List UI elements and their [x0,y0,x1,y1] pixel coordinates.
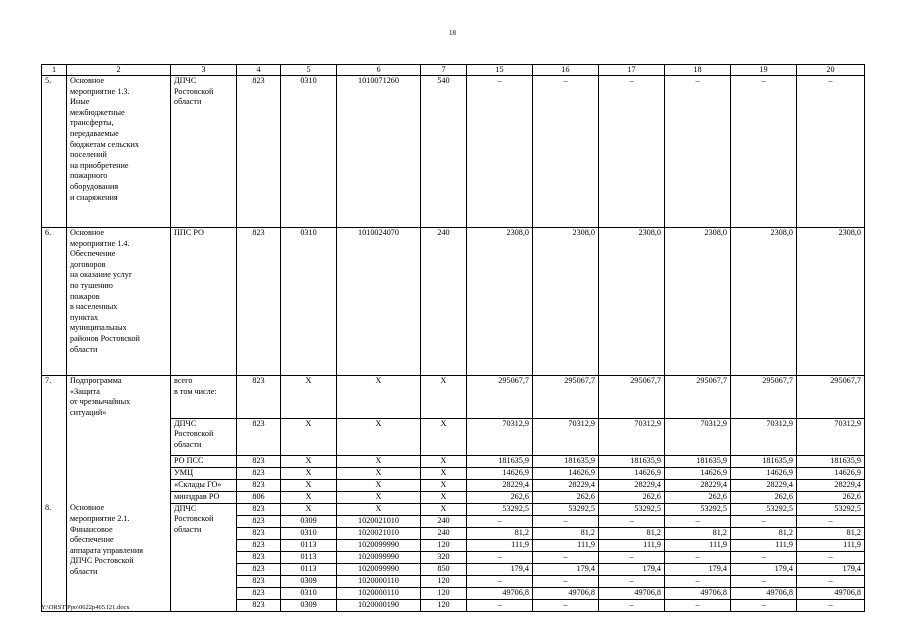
row-number [42,491,67,503]
cell-value: 295067,7 [665,376,731,419]
cell-value: 53292,5 [665,503,731,515]
cell-value: 81,2 [665,527,731,539]
text-line: всего [174,376,193,385]
text-line: мероприятие 1.3. [70,86,130,96]
cell-value: – [665,515,731,527]
cell-value: 28229,4 [533,479,599,491]
cell-value: 53292,5 [467,503,533,515]
text-line: пожарного [70,171,108,181]
cell-value: – [467,551,533,563]
cell-value: 81,2 [731,527,797,539]
executor [171,539,237,551]
cell-value: – [599,76,665,228]
text-line: межбюджетные [70,107,125,117]
cell-grbs: 823 [237,479,281,491]
cell-value: – [797,551,865,563]
cell-csr: Х [337,418,421,455]
col-header: 4 [237,65,281,76]
row-number [42,527,67,539]
text-line: Основное [70,503,105,513]
cell-value: 295067,7 [533,376,599,419]
cell-value: – [467,575,533,587]
cell-rzpr: 0310 [281,587,337,599]
text-line: Обеспечение [70,249,116,259]
cell-value: 111,9 [731,539,797,551]
cell-grbs: 823 [237,418,281,455]
cell-rzpr: Х [281,418,337,455]
cell-csr: 1020000190 [337,599,421,611]
text-line: области [70,344,98,354]
table-row [42,76,865,228]
cell-vr: 320 [421,551,467,563]
text-line: области [174,97,202,107]
cell-value: – [533,76,599,228]
cell-value: – [599,575,665,587]
cell-value: 70312,9 [599,418,665,455]
cell-value: 28229,4 [665,479,731,491]
cell-value: 179,4 [467,563,533,575]
row-number [42,587,67,599]
cell-value: 111,9 [599,539,665,551]
cell-value: – [797,76,865,228]
cell-value: 81,2 [467,527,533,539]
cell-csr: 1010071260 [337,76,421,228]
cell-value: – [599,515,665,527]
col-header: 5 [281,65,337,76]
column-number-row [42,65,865,76]
executor [171,76,237,228]
activity-name-text [70,376,167,418]
cell-rzpr: 0310 [281,527,337,539]
cell-rzpr: Х [281,479,337,491]
cell-value: 14626,9 [533,467,599,479]
executor-text [174,504,234,536]
text-line: Ростовской [174,429,214,439]
activity-name [67,228,171,376]
row-number [42,515,67,527]
cell-value: 28229,4 [467,479,533,491]
cell-value: 53292,5 [599,503,665,515]
col-header: 1 [42,65,67,76]
cell-rzpr: Х [281,467,337,479]
cell-value: 49706,8 [599,587,665,599]
text-line: по тушению [70,280,113,290]
cell-rzpr: 0309 [281,515,337,527]
cell-grbs: 806 [237,491,281,503]
table-row [42,376,865,419]
cell-csr: Х [337,491,421,503]
table-row [42,599,865,611]
cell-value: 262,6 [533,491,599,503]
cell-value: 179,4 [731,563,797,575]
cell-vr: Х [421,376,467,419]
text-line: Иные [70,97,90,107]
row-number [42,418,67,455]
text-line: муниципальных [70,323,127,333]
cell-value: 49706,8 [533,587,599,599]
activity-name [67,587,171,599]
cell-value: – [665,551,731,563]
cell-vr: Х [421,503,467,515]
executor [171,599,237,611]
cell-vr: 240 [421,527,467,539]
cell-value: 14626,9 [467,467,533,479]
cell-grbs: 823 [237,551,281,563]
text-line: ДПЧС Ростовской [70,556,134,566]
cell-csr: Х [337,467,421,479]
col-header: 20 [797,65,865,76]
text-line: минздрав РО [174,491,220,501]
table-row [42,503,865,515]
cell-value: 295067,7 [467,376,533,419]
cell-csr: Х [337,503,421,515]
table-row [42,491,865,503]
cell-value: 2308,0 [533,228,599,376]
text-line: договоров [70,259,106,269]
table-row [42,228,865,376]
table-row [42,418,865,455]
row-number [42,455,67,467]
row-number: 5. [42,76,67,228]
cell-value: 70312,9 [731,418,797,455]
text-line: на оказание услуг [70,270,133,280]
row-number [42,575,67,587]
text-line: Ростовской [174,514,214,524]
text-line: УМЦ [174,467,193,477]
text-line: РО ПСС [174,455,204,465]
cell-vr: 240 [421,228,467,376]
text-line: Ростовской [174,86,214,96]
cell-value: 2308,0 [599,228,665,376]
activity-name [67,376,171,419]
cell-value: – [467,599,533,611]
cell-value: 111,9 [665,539,731,551]
text-line: районов Ростовской [70,333,140,343]
cell-value: – [665,575,731,587]
cell-vr: Х [421,455,467,467]
cell-value: – [599,551,665,563]
text-line: от чрезвычайных [70,397,131,407]
cell-grbs: 823 [237,563,281,575]
cell-vr: 120 [421,539,467,551]
table-row [42,587,865,599]
cell-csr: 1020000110 [337,575,421,587]
col-header: 7 [421,65,467,76]
text-line: ДПЧС [174,76,197,85]
text-line: бюджетам сельских [70,139,140,149]
cell-value: 262,6 [665,491,731,503]
row-number: 8. [42,503,67,515]
activity-name [67,467,171,479]
cell-value: 181635,9 [599,455,665,467]
col-header: 15 [467,65,533,76]
executor [171,479,237,491]
cell-csr: 1020099990 [337,539,421,551]
cell-csr: 1020000110 [337,587,421,599]
text-line: на приобретение [70,160,129,170]
subprogram-block [42,376,865,504]
cell-grbs: 823 [237,575,281,587]
cell-rzpr: Х [281,503,337,515]
cell-grbs: 823 [237,515,281,527]
text-line: обеспечение [70,535,114,545]
text-line: мероприятие 2.1. [70,513,130,523]
cell-rzpr: 0113 [281,551,337,563]
cell-value: 262,6 [731,491,797,503]
text-line: «Склады ГО» [174,479,222,489]
executor-text [174,76,233,108]
cell-rzpr: 0309 [281,599,337,611]
cell-value: 111,9 [797,539,865,551]
col-header: 16 [533,65,599,76]
cell-value: 295067,7 [731,376,797,419]
cell-value: 181635,9 [467,455,533,467]
cell-value: 111,9 [467,539,533,551]
cell-value: 181635,9 [533,455,599,467]
executor [171,587,237,599]
cell-value: 28229,4 [797,479,865,491]
text-line: аппарата управления [70,545,144,555]
cell-value: 53292,5 [533,503,599,515]
text-line: Финансовое [70,524,113,534]
cell-value: – [599,599,665,611]
text-line: пожаров [70,291,100,301]
cell-value: – [731,515,797,527]
cell-value: – [665,76,731,228]
activity-name [67,418,171,455]
cell-value: 2308,0 [797,228,865,376]
text-line: области [70,566,98,576]
cell-value: 179,4 [665,563,731,575]
cell-value: 14626,9 [599,467,665,479]
col-header: 3 [171,65,237,76]
text-line: мероприятие 1.4. [70,238,130,248]
cell-grbs: 823 [237,228,281,376]
col-header: 17 [599,65,665,76]
cell-value: – [731,599,797,611]
cell-value: 262,6 [467,491,533,503]
cell-grbs: 823 [237,599,281,611]
cell-csr: 1020021010 [337,527,421,539]
executor [171,418,237,455]
cell-value: 295067,7 [599,376,665,419]
cell-vr: 120 [421,599,467,611]
cell-value: 181635,9 [665,455,731,467]
cell-vr: 540 [421,76,467,228]
cell-grbs: 823 [237,539,281,551]
cell-value: 53292,5 [731,503,797,515]
text-line: Основное [70,228,105,237]
col-header: 18 [665,65,731,76]
cell-csr: 1020099990 [337,551,421,563]
executor: ППС РО [171,228,237,376]
cell-value: – [467,76,533,228]
cell-value: 81,2 [797,527,865,539]
cell-rzpr: Х [281,376,337,419]
cell-value: 53292,5 [797,503,865,515]
cell-value: 49706,8 [467,587,533,599]
activity-name [67,455,171,467]
cell-grbs: 823 [237,587,281,599]
cell-value: 179,4 [599,563,665,575]
cell-value: – [533,575,599,587]
cell-value: 81,2 [599,527,665,539]
cell-value: 2308,0 [467,228,533,376]
row-number [42,467,67,479]
cell-value: – [731,76,797,228]
row-number: 6. [42,228,67,376]
cell-rzpr: 0310 [281,76,337,228]
cell-value: 111,9 [533,539,599,551]
cell-value: 262,6 [599,491,665,503]
row-number [42,563,67,575]
cell-grbs: 823 [237,76,281,228]
cell-value: 28229,4 [599,479,665,491]
executor [171,551,237,563]
cell-value: – [533,551,599,563]
cell-vr: 240 [421,515,467,527]
text-line: ДПЧС [174,503,197,513]
activity-name-text [70,228,167,355]
text-line: в том числе: [174,386,217,396]
text-line: трансферты, [70,118,114,128]
cell-csr: 1010024070 [337,228,421,376]
text-line: передаваемые [70,128,119,138]
col-header: 19 [731,65,797,76]
cell-rzpr: 0309 [281,575,337,587]
cell-vr: Х [421,491,467,503]
cell-value: – [797,599,865,611]
text-line: ДПЧС [174,418,197,428]
table-row [42,479,865,491]
cell-value: 70312,9 [533,418,599,455]
executor [171,491,237,503]
row-number [42,539,67,551]
cell-csr: Х [337,376,421,419]
cell-value: 81,2 [533,527,599,539]
cell-value: 2308,0 [665,228,731,376]
cell-vr: Х [421,418,467,455]
executor [171,503,237,535]
cell-value: – [731,575,797,587]
executor [171,563,237,575]
activity-name [67,76,171,228]
budget-table [41,64,865,612]
text-line: поселений [70,150,107,160]
cell-csr: Х [337,479,421,491]
cell-value: 14626,9 [797,467,865,479]
cell-value: 179,4 [797,563,865,575]
cell-value: 49706,8 [731,587,797,599]
cell-value: 179,4 [533,563,599,575]
cell-value: 14626,9 [731,467,797,479]
cell-value: 70312,9 [467,418,533,455]
text-line: Подпрограмма [70,376,122,385]
cell-value: – [533,599,599,611]
text-line: в населенных [70,302,118,312]
table-row [42,455,865,467]
cell-value: 2308,0 [731,228,797,376]
page-number: 18 [449,29,456,37]
text-line: и снаряжения [70,192,118,202]
cell-rzpr: 0113 [281,539,337,551]
text-line: пунктах [70,312,99,322]
text-line: Основное [70,76,105,85]
cell-vr: Х [421,467,467,479]
activity-name [67,491,171,503]
cell-grbs: 823 [237,467,281,479]
row-number [42,551,67,563]
cell-csr: 1020099990 [337,563,421,575]
text-line: «Защита [70,386,100,396]
cell-csr: Х [337,455,421,467]
col-header: 2 [67,65,171,76]
row-number: 7. [42,376,67,419]
cell-value: 70312,9 [665,418,731,455]
table-row [42,467,865,479]
cell-vr: Х [421,479,467,491]
col-header: 6 [337,65,421,76]
activity-name-text [70,503,168,577]
executor [171,575,237,587]
activity-name-text [70,76,167,203]
cell-rzpr: Х [281,491,337,503]
row-number [42,479,67,491]
footer-file-path: Y:\ORST\Ppo\0622p465.f21.docx [41,604,130,611]
cell-vr: 850 [421,563,467,575]
cell-value: – [797,515,865,527]
cell-csr: 1020021010 [337,515,421,527]
cell-value: – [467,515,533,527]
cell-value: 295067,7 [797,376,865,419]
cell-grbs: 823 [237,455,281,467]
cell-grbs: 823 [237,376,281,419]
activity-name [67,479,171,491]
cell-rzpr: 0310 [281,228,337,376]
text-line: области [174,525,202,535]
cell-value: 70312,9 [797,418,865,455]
cell-value: 181635,9 [797,455,865,467]
cell-grbs: 823 [237,503,281,515]
cell-vr: 120 [421,587,467,599]
cell-value: – [533,515,599,527]
cell-value: – [731,551,797,563]
cell-value: 181635,9 [731,455,797,467]
cell-grbs: 823 [237,527,281,539]
cell-value: 49706,8 [665,587,731,599]
activity-2-1-block [42,503,865,611]
executor [171,455,237,467]
executor [171,376,237,419]
cell-vr: 120 [421,575,467,587]
text-line: ситуаций» [70,407,107,417]
text-line: оборудования [70,181,119,191]
cell-value: 14626,9 [665,467,731,479]
text-line: области [174,440,202,450]
cell-value: 262,6 [797,491,865,503]
cell-rzpr: 0113 [281,563,337,575]
cell-value: – [665,599,731,611]
executor [171,467,237,479]
cell-value: – [797,575,865,587]
cell-value: 28229,4 [731,479,797,491]
activity-name [67,503,171,576]
cell-rzpr: Х [281,455,337,467]
cell-value: 49706,8 [797,587,865,599]
